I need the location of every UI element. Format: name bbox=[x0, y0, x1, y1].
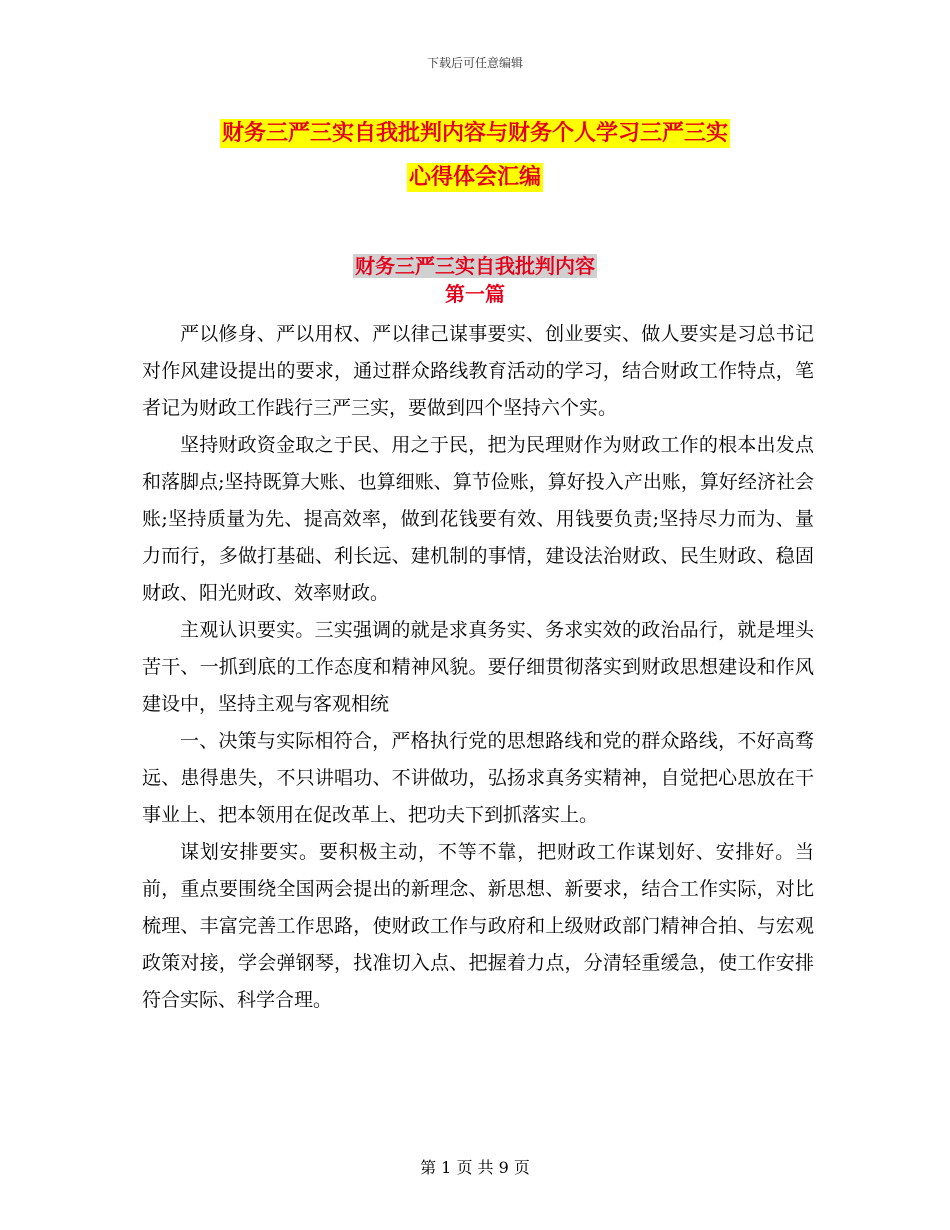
paragraph: 主观认识要实。三实强调的就是求真务实、务求实效的政治品行，就是埋头苦干、一抓到底的工作态度和精神风貌。要仔细贯彻落实到财政思想建设和作风建设中，坚持主观与客观相统 bbox=[142, 619, 814, 715]
page-footer: 第 1 页 共 9 页 bbox=[420, 1158, 530, 1177]
paragraph: 坚持财政资金取之于民、用之于民，把为民理财作为财政工作的根本出发点和落脚点;坚持既算大账、也算细账、算节俭账，算好投入产出账，算好经济社会账;坚持质量为先、提高效率，做到花钱要有效、用钱要负责;坚持尽力而为、量力而行，多做打基础、利长远、建机制的事情，建设法治财政、民生财政、稳固财政、阳光财政、效率财政。 bbox=[142, 434, 814, 604]
document-title-line-1-text: 财务三严三实自我批判内容与财务个人学习三严三实 bbox=[221, 121, 728, 146]
paragraph: 一、决策与实际相符合，严格执行党的思想路线和党的群众路线，不好高骛远、患得患失，不只讲唱功、不讲做功，弘扬求真务实精神，自觉把心思放在干事业上、把本领用在促改革上、把功夫下到抓落实上。 bbox=[142, 730, 814, 826]
part-title: 第一篇 bbox=[445, 282, 505, 306]
document-title-line-2 bbox=[0, 160, 950, 191]
section-title-text: 财务三严三实自我批判内容 bbox=[355, 254, 595, 278]
document-title-line-2-text: 心得体会汇编 bbox=[408, 165, 541, 190]
section-title bbox=[0, 250, 950, 279]
paragraph: 谋划安排要实。要积极主动，不等不靠，把财政工作谋划好、安排好。当前，重点要围绕全国两会提出的新理念、新思想、新要求，结合工作实际，对比梳理、丰富完善工作思路，使财政工作与政府和上级财政部门精神合拍、与宏观政策对接，学会弹钢琴，找准切入点、把握着力点，分清轻重缓急，使工作安排符合实际、科学合理。 bbox=[142, 841, 814, 1011]
document-title-line-1 bbox=[0, 116, 950, 147]
document-body bbox=[142, 316, 814, 1019]
page-header: 下载后可任意编辑 bbox=[426, 56, 523, 70]
paragraph: 严以修身、严以用权、严以律己谋事要实、创业要实、做人要实是习总书记对作风建设提出的要求，通过群众路线教育活动的学习，结合财政工作特点，笔者记为财政工作践行三严三实，要做到四个坚持六个实。 bbox=[142, 323, 814, 419]
